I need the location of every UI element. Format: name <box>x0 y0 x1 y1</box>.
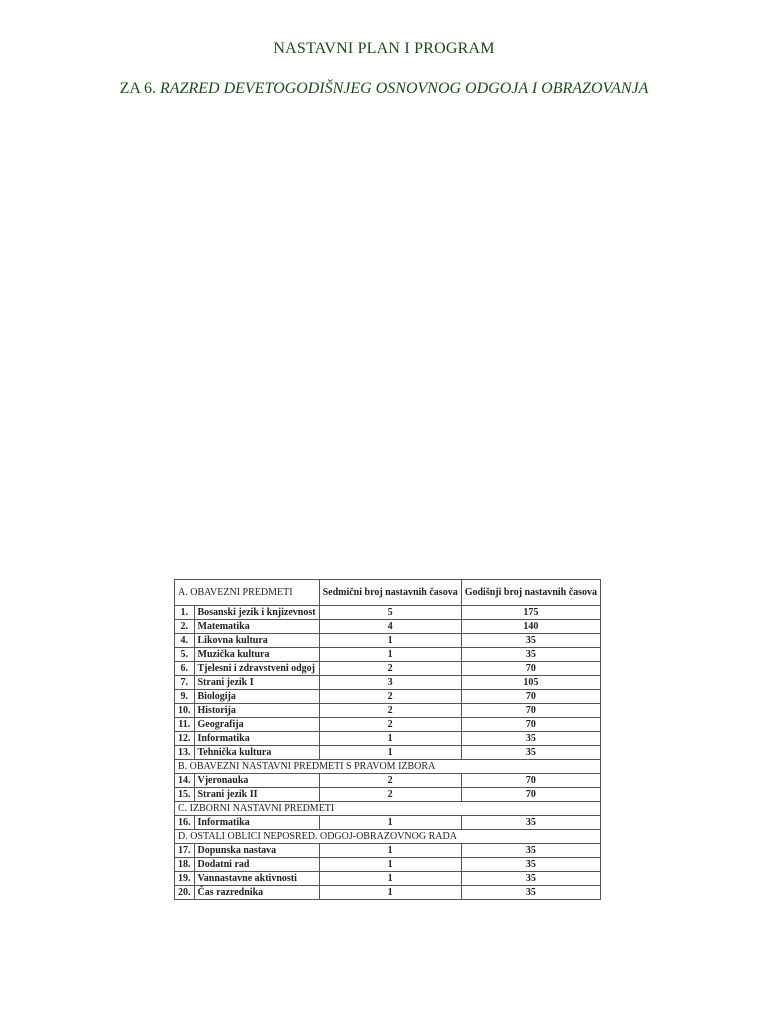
weekly-hours: 1 <box>319 746 461 760</box>
subject-name: Dopunska nastava <box>194 844 319 858</box>
row-number: 10. <box>175 704 195 718</box>
table-row <box>175 662 601 676</box>
weekly-hours: 2 <box>319 788 461 802</box>
weekly-hours: 1 <box>319 732 461 746</box>
subject-name: Vjeronauka <box>194 774 319 788</box>
table-row <box>175 648 601 662</box>
weekly-hours: 1 <box>319 872 461 886</box>
subject-name: Tehnička kultura <box>194 746 319 760</box>
yearly-hours: 35 <box>461 872 600 886</box>
subject-name: Likovna kultura <box>194 634 319 648</box>
yearly-hours: 70 <box>461 788 600 802</box>
section-header: A. OBAVEZNI PREDMETI <box>175 580 320 606</box>
weekly-hours: 1 <box>319 858 461 872</box>
table-row <box>175 690 601 704</box>
table-row <box>175 620 601 634</box>
row-number: 12. <box>175 732 195 746</box>
yearly-hours: 35 <box>461 648 600 662</box>
yearly-hours: 35 <box>461 886 600 900</box>
table-row <box>175 858 601 872</box>
yearly-hours: 105 <box>461 676 600 690</box>
table-row <box>175 774 601 788</box>
weekly-hours: 1 <box>319 634 461 648</box>
row-number: 7. <box>175 676 195 690</box>
table-row <box>175 704 601 718</box>
subject-name: Muzička kultura <box>194 648 319 662</box>
subject-name: Vannastavne aktivnosti <box>194 872 319 886</box>
section-header: D. OSTALI OBLICI NEPOSRED. ODGOJ-OBRAZOVNOG RADA <box>175 830 601 844</box>
weekly-hours: 1 <box>319 886 461 900</box>
yearly-hours: 70 <box>461 704 600 718</box>
weekly-hours: 4 <box>319 620 461 634</box>
yearly-hours: 70 <box>461 662 600 676</box>
section-row <box>175 760 601 774</box>
row-number: 15. <box>175 788 195 802</box>
weekly-hours: 1 <box>319 844 461 858</box>
row-number: 5. <box>175 648 195 662</box>
yearly-hours: 70 <box>461 774 600 788</box>
table-row <box>175 844 601 858</box>
table-row <box>175 788 601 802</box>
row-number: 19. <box>175 872 195 886</box>
weekly-hours: 2 <box>319 662 461 676</box>
row-number: 17. <box>175 844 195 858</box>
subject-name: Tjelesni i zdravstveni odgoj <box>194 662 319 676</box>
yearly-hours: 35 <box>461 844 600 858</box>
table-row <box>175 886 601 900</box>
subject-name: Biologija <box>194 690 319 704</box>
yearly-hours: 35 <box>461 732 600 746</box>
table-row <box>175 634 601 648</box>
table-row <box>175 606 601 620</box>
row-number: 11. <box>175 718 195 732</box>
section-row <box>175 830 601 844</box>
weekly-hours: 1 <box>319 816 461 830</box>
yearly-hours: 70 <box>461 690 600 704</box>
weekly-hours: 2 <box>319 690 461 704</box>
table-header-row <box>175 580 601 606</box>
yearly-hours: 35 <box>461 634 600 648</box>
table-row <box>175 718 601 732</box>
weekly-hours: 5 <box>319 606 461 620</box>
curriculum-table <box>174 579 601 900</box>
subtitle-italic: RAZRED DEVETOGODIŠNJEG OSNOVNOG ODGOJA I OBRAZOVANJA <box>160 80 649 97</box>
section-header: C. IZBORNI NASTAVNI PREDMETI <box>175 802 601 816</box>
row-number: 16. <box>175 816 195 830</box>
subject-name: Strani jezik I <box>194 676 319 690</box>
table-row <box>175 746 601 760</box>
section-header: B. OBAVEZNI NASTAVNI PREDMETI S PRAVOM IZBORA <box>175 760 601 774</box>
subject-name: Geografija <box>194 718 319 732</box>
table-row <box>175 872 601 886</box>
subject-name: Dodatni rad <box>194 858 319 872</box>
row-number: 18. <box>175 858 195 872</box>
weekly-hours: 2 <box>319 718 461 732</box>
yearly-hours: 35 <box>461 858 600 872</box>
row-number: 14. <box>175 774 195 788</box>
row-number: 20. <box>175 886 195 900</box>
yearly-hours: 140 <box>461 620 600 634</box>
subject-name: Historija <box>194 704 319 718</box>
subject-name: Informatika <box>194 816 319 830</box>
yearly-hours: 35 <box>461 746 600 760</box>
table-row <box>175 816 601 830</box>
subject-name: Matematika <box>194 620 319 634</box>
document-subtitle <box>0 80 768 98</box>
curriculum-table-body <box>175 580 601 900</box>
subject-name: Informatika <box>194 732 319 746</box>
row-number: 2. <box>175 620 195 634</box>
yearly-hours: 35 <box>461 816 600 830</box>
row-number: 6. <box>175 662 195 676</box>
row-number: 9. <box>175 690 195 704</box>
subject-name: Bosanski jezik i knjizevnost <box>194 606 319 620</box>
column-header-yearly: Godišnji broj nastavnih časova <box>461 580 600 606</box>
yearly-hours: 175 <box>461 606 600 620</box>
table-row <box>175 732 601 746</box>
table-row <box>175 676 601 690</box>
subject-name: Strani jezik II <box>194 788 319 802</box>
subtitle-prefix: ZA 6. <box>119 80 161 97</box>
document-title: NASTAVNI PLAN I PROGRAM <box>273 40 495 57</box>
subject-name: Čas razrednika <box>194 886 319 900</box>
weekly-hours: 2 <box>319 704 461 718</box>
row-number: 1. <box>175 606 195 620</box>
section-row <box>175 802 601 816</box>
yearly-hours: 70 <box>461 718 600 732</box>
row-number: 4. <box>175 634 195 648</box>
weekly-hours: 3 <box>319 676 461 690</box>
row-number: 13. <box>175 746 195 760</box>
weekly-hours: 1 <box>319 648 461 662</box>
column-header-weekly: Sedmični broj nastavnih časova <box>319 580 461 606</box>
weekly-hours: 2 <box>319 774 461 788</box>
